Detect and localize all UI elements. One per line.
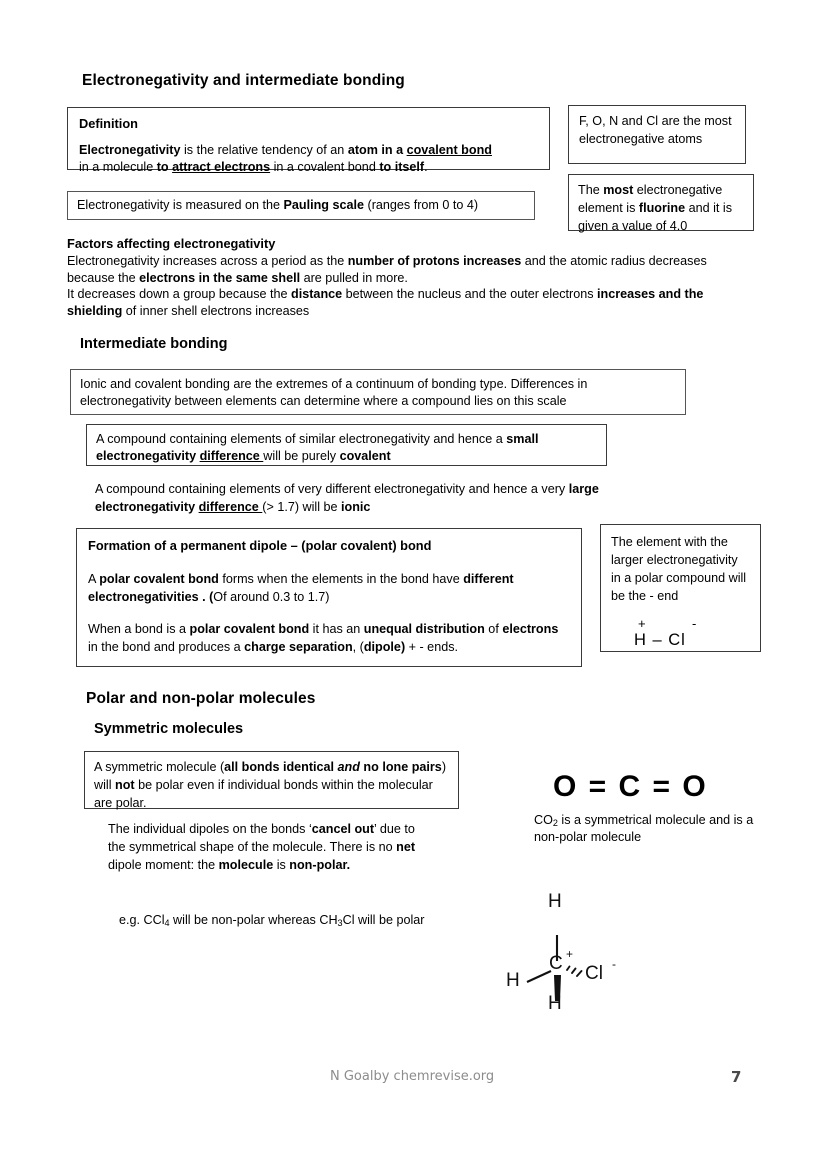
fluorine-text bbox=[569, 175, 753, 236]
sym-f: not bbox=[115, 777, 135, 792]
pauling-scale-box bbox=[67, 191, 535, 220]
dipole-p2c: it has an bbox=[309, 622, 364, 637]
polar-section-heading: Polar and non-polar molecules bbox=[86, 690, 316, 707]
definition-l2e: to itself bbox=[379, 159, 425, 174]
fluorine-box bbox=[568, 174, 754, 231]
factors-p1b: number of protons increases bbox=[347, 254, 522, 268]
ionic-text bbox=[95, 481, 615, 516]
ch3cl-top-h-label: H bbox=[548, 891, 562, 912]
continuum-box bbox=[70, 369, 686, 415]
definition-l1b: is the relative tendency of an bbox=[180, 142, 348, 157]
dip-a: The individual dipoles on the bonds ‘ bbox=[108, 822, 312, 836]
covalent-a: A compound containing elements of similar electronegativity and hence a bbox=[96, 432, 507, 446]
dip-h: non-polar. bbox=[289, 858, 351, 873]
dip-b: cancel out bbox=[311, 822, 375, 836]
ch3cl-left-h-label: H bbox=[506, 970, 520, 991]
dipole-p2e: of bbox=[484, 622, 503, 637]
co2-cap-a: CO bbox=[534, 813, 553, 827]
factors-p1d: electrons in the same shell bbox=[139, 270, 301, 285]
factors-paragraph-2 bbox=[67, 286, 747, 319]
ex-suffix: Cl will be polar bbox=[342, 913, 425, 927]
dipole-p2h: charge separation bbox=[244, 639, 353, 654]
definition-l2a: in a molecule bbox=[79, 159, 157, 174]
hcl-formula: H – Cl bbox=[634, 630, 686, 649]
definition-l2f: . bbox=[424, 159, 428, 174]
dipole-paragraph-2 bbox=[88, 621, 569, 656]
dipole-p1e: Of around 0.3 to 1.7) bbox=[213, 589, 330, 604]
fluorine-d: fluorine bbox=[638, 200, 686, 215]
dipole-p2i: , ( bbox=[352, 639, 364, 654]
dip-d: net bbox=[396, 840, 416, 855]
dipole-p2d: unequal distribution bbox=[363, 622, 485, 637]
dipole-p2f: electrons bbox=[502, 622, 559, 637]
factors-p2c: between the nucleus and the outer electrons bbox=[342, 287, 598, 302]
factors-p1c: and the atomic radius decreases because the bbox=[67, 254, 707, 285]
factors-p1e: are pulled in more. bbox=[300, 270, 408, 285]
symmetric-molecule-box bbox=[84, 751, 459, 809]
dip-f: molecule bbox=[218, 858, 274, 873]
dipole-p1d: different electronegativities . ( bbox=[88, 571, 514, 604]
sym-a: A symmetric molecule ( bbox=[94, 760, 225, 774]
example-text bbox=[119, 912, 539, 930]
ionic-d: (> 1.7) will be bbox=[262, 499, 342, 514]
most-electronegative-atoms-text: F, O, N and Cl are the most electronegative atoms bbox=[579, 114, 732, 146]
definition-l1c: atom in a bbox=[347, 142, 407, 157]
sym-d: no lone pairs bbox=[359, 760, 442, 774]
dipole-p1b: polar covalent bond bbox=[99, 571, 219, 586]
definition-l1a: Electronegativity bbox=[79, 142, 181, 157]
symmetric-molecules-subheading: Symmetric molecules bbox=[94, 721, 244, 737]
factors-p2b: distance bbox=[291, 287, 343, 302]
factors-p2d: increases and the shielding bbox=[67, 287, 704, 318]
factors-p2a: It decreases down a group because the bbox=[67, 287, 292, 302]
dipoles-cancel-text bbox=[108, 820, 428, 874]
ionic-e: ionic bbox=[341, 499, 371, 514]
most-electronegative-atoms-box bbox=[568, 105, 746, 164]
sym-c: and bbox=[337, 760, 360, 774]
factors-heading: Factors affecting electronegativity bbox=[67, 236, 276, 251]
definition-body bbox=[79, 142, 538, 175]
ch3cl-chlorine-label: Cl bbox=[585, 963, 603, 984]
continuum-text: Ionic and covalent bonding are the extremes of a continuum of bonding type. Differences in electronegativity between elements can determine where a compound lies on this scale bbox=[80, 377, 588, 409]
fluorine-b: most bbox=[603, 183, 634, 197]
covalent-e: covalent bbox=[339, 449, 391, 464]
footer-credit: N Goalby chemrevise.org bbox=[330, 1069, 495, 1084]
footer-page-number: 7 bbox=[731, 1068, 742, 1086]
ch3cl-bottom-h-label: H bbox=[548, 993, 562, 1014]
symmetric-molecule-text bbox=[85, 752, 458, 813]
dipole-p2g: in the bond and produces a bbox=[88, 639, 245, 654]
hcl-plus-sign: + bbox=[638, 615, 646, 631]
ex-sub2: 3 bbox=[337, 917, 343, 928]
co2-cap-sub: 2 bbox=[552, 817, 558, 828]
factors-section bbox=[67, 236, 747, 319]
definition-box bbox=[67, 107, 550, 174]
ex-sub1: 4 bbox=[164, 917, 170, 928]
ex-mid: will be non-polar whereas CH bbox=[169, 913, 338, 927]
dip-e: dipole moment: the bbox=[108, 858, 219, 873]
dipole-paragraph-1 bbox=[88, 571, 569, 606]
covalent-c: difference bbox=[199, 449, 264, 464]
dipole-p1c: forms when the elements in the bond have bbox=[218, 571, 464, 586]
ionic-a: A compound containing elements of very different electronegativity and hence a very bbox=[95, 482, 569, 496]
sym-g: be polar even if individual bonds within the molecular are polar. bbox=[94, 777, 433, 810]
dip-g: is bbox=[273, 858, 290, 873]
dipole-p1a: A bbox=[88, 571, 100, 586]
dipole-p2k: + - ends. bbox=[405, 639, 458, 654]
definition-l2d: in a covalent bond bbox=[270, 159, 380, 174]
bond-c-to-left-h bbox=[527, 971, 551, 982]
covalent-b: small electronegativity bbox=[96, 432, 539, 464]
covalent-box bbox=[86, 424, 607, 466]
ex-prefix: e.g. CCl bbox=[119, 913, 165, 927]
pauling-b: Pauling scale bbox=[283, 198, 365, 212]
factors-paragraph-1 bbox=[67, 253, 747, 286]
co2-formula: O = C = O bbox=[553, 770, 708, 803]
fluorine-e: and it is given a value of 4.0 bbox=[578, 200, 732, 233]
covalent-d: will be purely bbox=[263, 449, 340, 464]
permanent-dipole-box bbox=[76, 528, 582, 667]
co2-cap-b: is a symmetrical molecule and is a non-polar molecule bbox=[534, 813, 754, 845]
definition-heading: Definition bbox=[79, 116, 138, 131]
definition-l2c: attract electrons bbox=[172, 159, 271, 174]
ionic-b: large electronegativity bbox=[95, 482, 599, 514]
intermediate-bonding-heading: Intermediate bonding bbox=[80, 336, 228, 352]
hcl-dipole-diagram bbox=[601, 616, 760, 662]
dipole-heading: Formation of a permanent dipole – (polar covalent) bond bbox=[88, 538, 432, 553]
definition-l2b: to bbox=[156, 159, 173, 174]
sym-b: all bonds identical bbox=[224, 760, 338, 774]
ch3cl-carbon-label: C bbox=[549, 953, 563, 974]
ch3cl-chlorine-charge: - bbox=[612, 957, 616, 971]
covalent-text bbox=[87, 425, 606, 466]
definition-l1d: covalent bond bbox=[406, 142, 492, 157]
dipole-p2a: When a bond is a bbox=[88, 622, 190, 637]
hashed-bond-c-to-cl bbox=[567, 967, 582, 977]
page-title: Electronegativity and intermediate bonding bbox=[82, 72, 405, 89]
dipole-p2j: dipole) bbox=[363, 639, 406, 654]
polar-end-box bbox=[600, 524, 761, 652]
hcl-minus-sign: - bbox=[692, 615, 697, 631]
pauling-c: (ranges from 0 to 4) bbox=[364, 198, 479, 212]
fluorine-c: electronegative element is bbox=[578, 183, 723, 215]
dip-c: ’ due to the symmetrical shape of the molecule. There is no bbox=[108, 822, 415, 855]
ionic-c: difference bbox=[198, 499, 263, 514]
co2-caption bbox=[534, 812, 774, 846]
ch3cl-diagram bbox=[495, 891, 645, 1020]
sym-e: ) will bbox=[94, 760, 447, 792]
dipole-p2b: polar covalent bond bbox=[189, 622, 310, 637]
factors-p1a: Electronegativity increases across a period as the bbox=[67, 254, 348, 268]
factors-p2e: of inner shell electrons increases bbox=[122, 303, 310, 318]
pauling-a: Electronegativity is measured on the bbox=[77, 198, 284, 212]
fluorine-a: The bbox=[578, 183, 604, 197]
ch3cl-carbon-charge: + bbox=[566, 947, 574, 961]
polar-end-text: The element with the larger electronegativity in a polar compound will be the - end bbox=[611, 535, 747, 603]
